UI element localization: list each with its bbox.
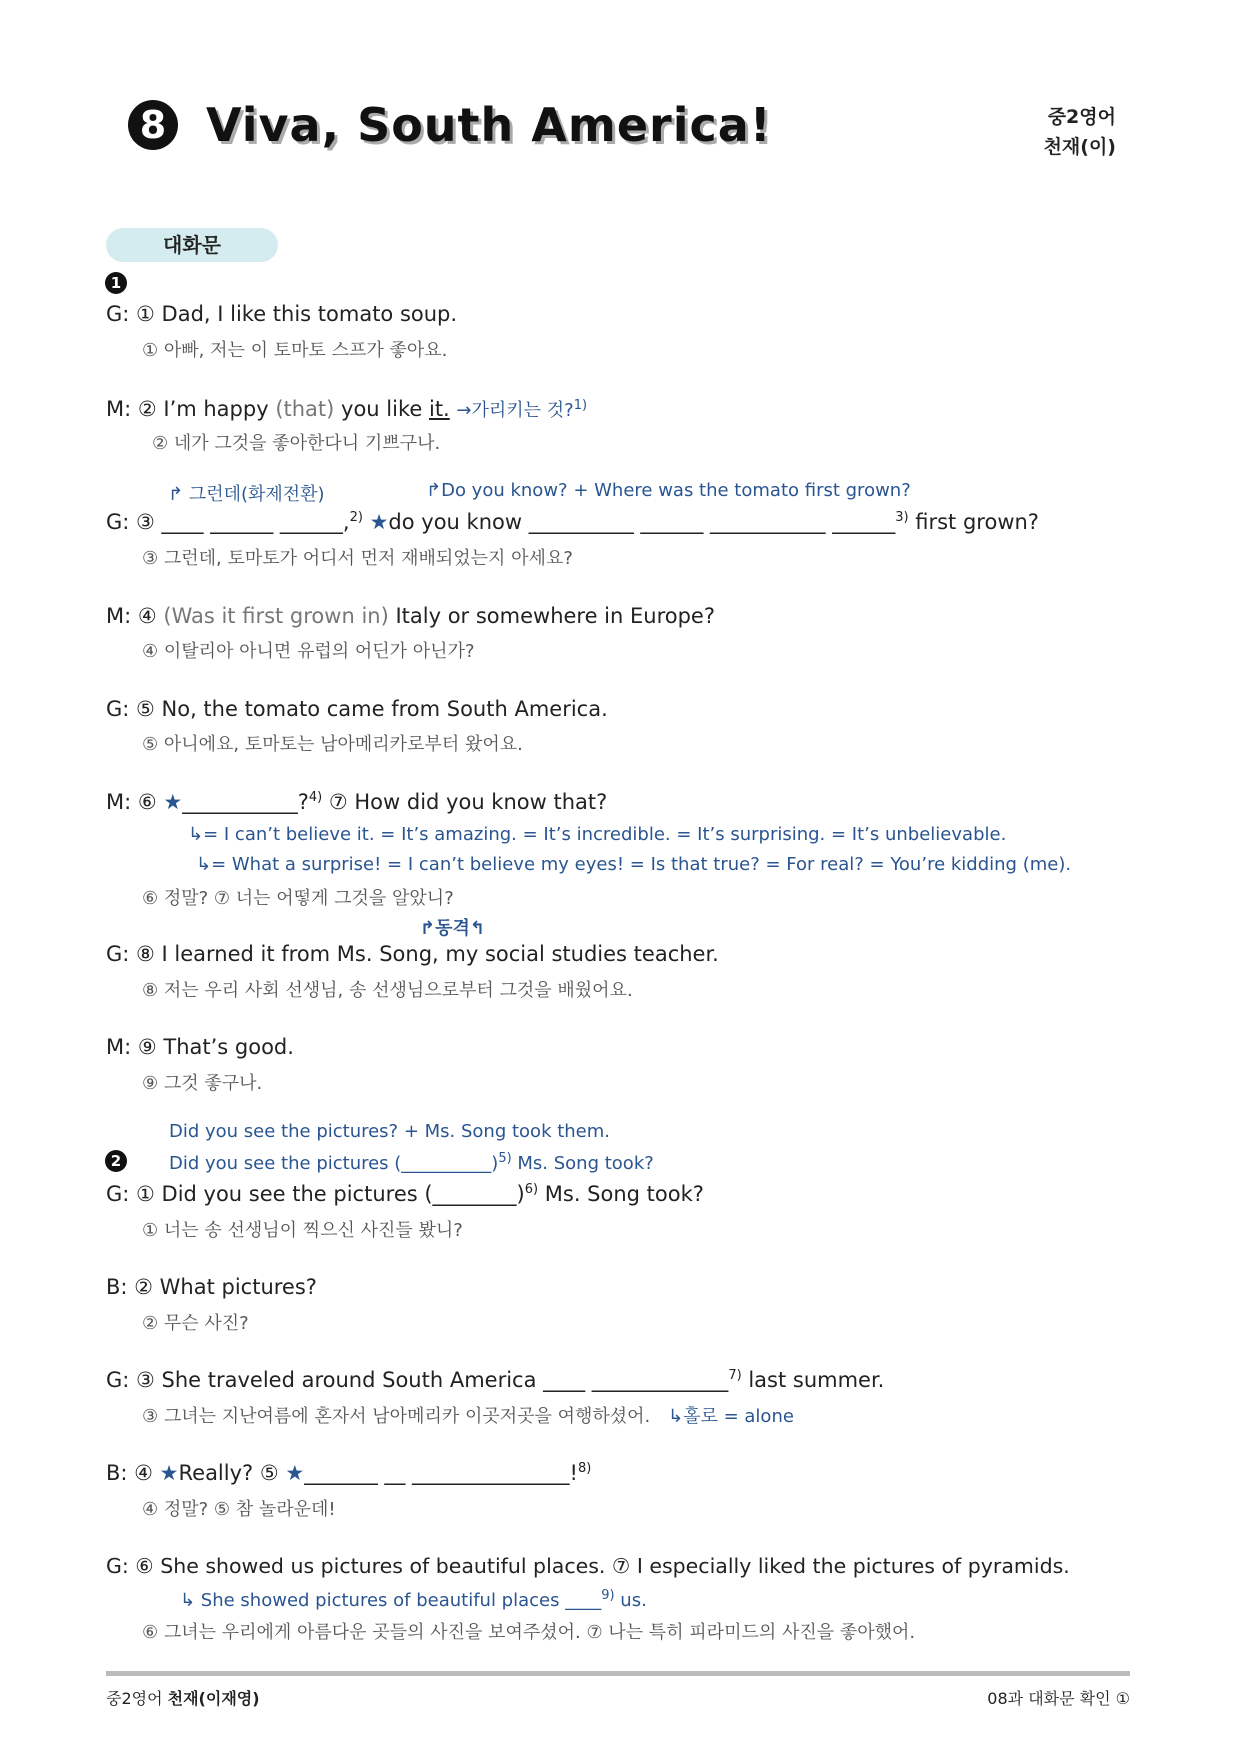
dialogue-line-7: G: ⑧ I learned it from Ms. Song, my social studies teacher. (106, 942, 719, 966)
footer-divider (106, 1671, 1130, 1676)
dialogue-line-8: M: ⑨ That’s good. (106, 1035, 294, 1059)
line-9-start: G: ① Did you see the pictures (________) (106, 1182, 525, 1206)
translation-line-12: ④ 정말? ⑤ 참 놀라운데! (142, 1499, 336, 1520)
line-2-note-sup: 1) (573, 398, 588, 413)
line-12-star-b: ★ (285, 1461, 305, 1485)
translation-line-3: ③ 그런데, 토마토가 어디서 먼저 재배되었는지 아세요? (142, 548, 573, 569)
footer-left (106, 1686, 260, 1709)
line-6-start: M: ⑥ (106, 790, 164, 814)
line-12-blank: _______ __ _______________! (304, 1461, 578, 1485)
line-3-note-b: ↱Do you know? + Where was the tomato first grown? (426, 480, 911, 501)
line-12-start: B: ④ (106, 1461, 160, 1485)
line-6-sup: 4) (308, 790, 323, 805)
translation-line-8: ⑨ 그것 좋구나. (142, 1073, 263, 1094)
grade-line-1: 중2영어 (1047, 106, 1116, 128)
line-2-note (456, 400, 587, 421)
dialogue-line-9 (106, 1182, 704, 1206)
line-2-hint: (that) (275, 397, 335, 421)
dialogue-line-4 (106, 604, 715, 628)
line-12-mid: Really? ⑤ (178, 1461, 286, 1485)
translation-line-6: ⑥ 정말? ⑦ 너는 어떻게 그것을 알았니? (142, 888, 454, 909)
translation-line-1: ① 아빠, 저는 이 토마토 스프가 좋아요. (142, 340, 448, 361)
line-12-star-a: ★ (159, 1461, 179, 1485)
line-2-it: it. (428, 397, 450, 421)
translation-line-10: ② 무슨 사진? (142, 1313, 249, 1334)
line-7-note: ↱동격↰ (420, 918, 485, 939)
translation-line-7: ⑧ 저는 우리 사회 선생님, 송 선생님으로부터 그것을 배웠어요. (142, 980, 633, 1001)
line-6-blank: ___________? (182, 790, 309, 814)
translation-line-11 (142, 1402, 794, 1428)
line-6-star: ★ (163, 790, 183, 814)
dialogue-line-11 (106, 1368, 884, 1392)
line-6-note-2: ↳= What a surprise! = I can’t believe my eyes! = Is that true? = For real? = You’re kidding (me). (196, 854, 1072, 875)
footer-right: 08과 대화문 확인 ① (987, 1689, 1130, 1708)
translation-line-9: ① 너는 송 선생님이 찍으신 사진들 봤니? (142, 1220, 463, 1241)
lesson-title: Viva, South America! (206, 98, 772, 152)
translation-line-2: ② 네가 그것을 좋아한다니 기쁘구나. (152, 433, 441, 454)
line-11-note: ↳홀로 = alone (668, 1406, 794, 1427)
grade-line-2: 천재(이) (1043, 136, 1116, 158)
line-11-sup: 7) (728, 1368, 742, 1383)
line-11-end: last summer. (741, 1368, 885, 1392)
footer-subject: 중2영어 (106, 1689, 168, 1708)
line-13-note-end: us. (614, 1590, 647, 1611)
translation-line-5: ⑤ 아니에요, 토마토는 남아메리카로부터 왔어요. (142, 734, 523, 755)
line-3-part-b: do you know __________ ______ ___________ ______ (388, 510, 896, 534)
section-marker-2: 2 (105, 1150, 127, 1172)
dialogue-line-3 (106, 510, 1039, 534)
dialogue-line-6 (106, 790, 607, 814)
line-9-note-2-start: Did you see the pictures (__________) (169, 1153, 499, 1174)
grade-label (1044, 102, 1116, 162)
dialogue-line-13: G: ⑥ She showed us pictures of beautiful places. ⑦ I especially liked the pictures of pyramids. (106, 1554, 1070, 1578)
line-13-note-sup: 9) (601, 1588, 615, 1603)
line-4-hint: (Was it first grown in) (163, 604, 389, 628)
dialogue-line-2 (106, 396, 587, 422)
dialogue-line-10: B: ② What pictures? (106, 1275, 317, 1299)
line-3-part-a: G: ③ ____ ______ ______, (106, 510, 350, 534)
line-9-note-2-end: Ms. Song took? (511, 1153, 654, 1174)
line-3-note-a: ↱ 그런데(화제전환) (168, 484, 325, 505)
line-3-sup-a: 2) (349, 510, 363, 525)
line-4-end: Italy or somewhere in Europe? (388, 604, 715, 628)
dialogue-line-12 (106, 1461, 591, 1485)
line-13-note-start: ↳ She showed pictures of beautiful places ____ (180, 1590, 602, 1611)
line-6-note-1: ↳= I can’t believe it. = It’s amazing. = It’s incredible. = It’s surprising. = It’s unbelievable. (188, 824, 1007, 845)
line-9-note-1: Did you see the pictures? + Ms. Song took them. (169, 1121, 611, 1142)
section-marker-1: 1 (105, 272, 127, 294)
line-9-note-2-sup: 5) (498, 1151, 512, 1166)
lesson-number-badge: 8 (128, 100, 178, 150)
line-2-note-text: →가리키는 것? (456, 400, 574, 421)
line-3-sup-b: 3) (895, 510, 909, 525)
footer-publisher: 천재(이재영) (167, 1689, 260, 1708)
line-6-end: ⑦ How did you know that? (322, 790, 608, 814)
line-11-start: G: ③ She traveled around South America ____ _____________ (106, 1368, 729, 1392)
translation-line-11-text: ③ 그녀는 지난여름에 혼자서 남아메리카 이곳저곳을 여행하셨어. (142, 1406, 651, 1427)
translation-line-13: ⑥ 그녀는 우리에게 아름다운 곳들의 사진을 보여주셨어. ⑦ 나는 특히 피라미드의 사진을 좋아했어. (142, 1622, 916, 1643)
line-12-sup: 8) (577, 1461, 592, 1476)
translation-line-4: ④ 이탈리아 아니면 유럽의 어딘가 아닌가? (142, 641, 475, 662)
line-9-note-2 (169, 1151, 654, 1174)
line-4-start: M: ④ (106, 604, 164, 628)
line-9-sup: 6) (524, 1182, 539, 1197)
line-13-note (180, 1588, 647, 1611)
line-2-start: M: ② I’m happy (106, 397, 276, 421)
dialogue-line-1: G: ① Dad, I like this tomato soup. (106, 302, 458, 326)
section-tag: 대화문 (106, 228, 278, 262)
dialogue-line-5: G: ⑤ No, the tomato came from South America. (106, 697, 608, 721)
line-3-star: ★ (362, 510, 389, 534)
line-9-end: Ms. Song took? (538, 1182, 704, 1206)
line-2-mid: you like (334, 397, 429, 421)
line-3-part-c: first grown? (908, 510, 1039, 534)
